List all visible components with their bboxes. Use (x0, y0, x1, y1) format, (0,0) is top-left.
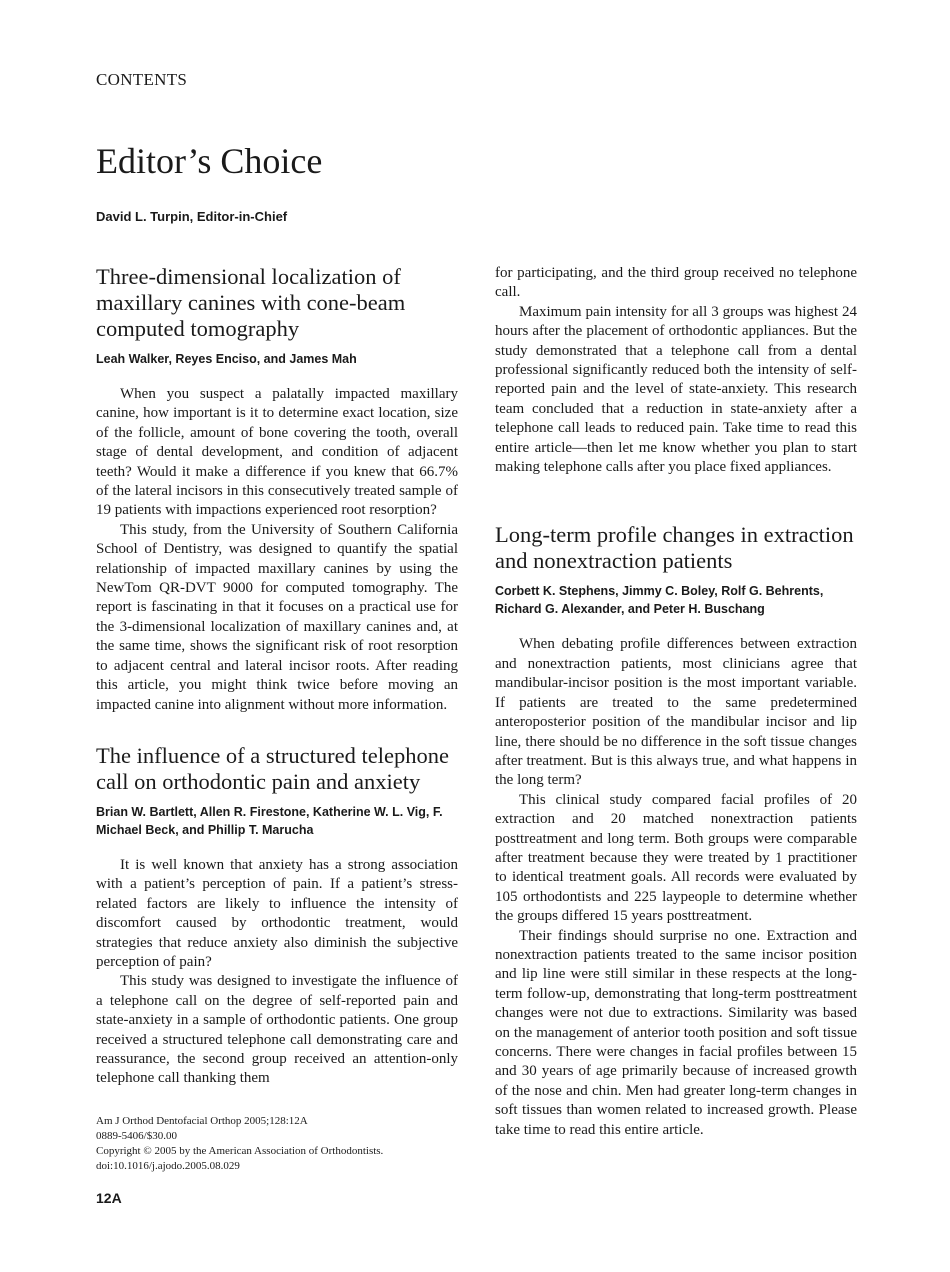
paragraph: It is well known that anxiety has a strong association with a patient’s perception of pain. If a patient’s stress-related factors are likely to influence the intensity of discomfort caused by orthodontic treatment, would strategies that reduce anxiety also diminish the subjective perception of pain? (96, 856, 458, 970)
section-label: CONTENTS (96, 70, 188, 89)
page-number: 12A (96, 1190, 122, 1206)
paragraph: When debating profile differences between extraction and nonextraction patients, most clinicians agree that mandibular-incisor position is the most important variable. If patients are treated to the same predetermined anteroposterior position of the mandibular incisor and lip line, there should be no difference in the soft tissue changes after treatment. But is this always true, and what happens in the long term? (495, 636, 857, 789)
editor-name: David L. Turpin, Editor-in-Chief (96, 209, 288, 224)
paragraph: This clinical study compared facial profiles of 20 extraction and 20 matched nonextraction patients posttreatment and long term. Both groups were comparable after treatment because they were treated by 1 practitioner to identical treatment goals. All records were evaluated by 105 orthodontists and 225 laypeople to determine whether the groups differed 15 years posttreatment. (495, 791, 857, 925)
article-title: Long-term profile changes in extraction and nonextraction patients (495, 522, 854, 574)
article-profile (495, 522, 857, 1140)
paragraph: This study, from the University of Southern California School of Dentistry, was designed to quantify the spatial relationship of impacted maxillary canines by using the NewTom QR-DVT 9000 for computed tomography. The report is fascinating in that it focuses on a practical use for the 3-dimensional localization of maxillary canines and, at the same time, shows the significant risk of root resorption to adjacent central and lateral incisor roots. After reading this article, you might think twice before moving an impacted canine into alignment without more information. (96, 521, 458, 713)
citation: Am J Orthod Dentofacial Orthop 2005;128:12A (96, 1115, 308, 1127)
article-title: Three-dimensional localization of maxillary canines with cone-beam computed tomography (96, 264, 406, 341)
paragraph: Maximum pain intensity for all 3 groups was highest 24 hours after the placement of orthodontic appliances. But the study demonstrated that a telephone call from a dental professional significantly reduced both the intensity of self-reported pain and the level of state-anxiety. This research team concluded that a reduction in state-anxiety after a telephone call leads to reduced pain. Take time to read this entire article—then let me know whether you plan to start making telephone calls after you place fixed appliances. (495, 303, 857, 476)
paragraph: When you suspect a palatally impacted maxillary canine, how important is it to determine exact location, size of the follicle, amount of bone covering the tooth, overall stage of dental development, and condition of adjacent teeth? Would it make a difference if you knew that 66.7% of the lateral incisors in this consecutively treated sample of 19 patients with impactions experienced root resorption? (96, 386, 458, 519)
page-title: Editor’s Choice (96, 141, 323, 181)
paragraph: This study was designed to investigate the influence of a telephone call on the degree of self-reported pain and state-anxiety in a sample of orthodontic patients. One group received a structured telephone call demonstrating care and reassurance, the second group received an attention-only telephone call thanking them (96, 973, 458, 1087)
article-authors: Corbett K. Stephens, Jimmy C. Boley, Rolf G. Behrents, Richard G. Alexander, and Peter H. Buschang (495, 584, 824, 617)
issn: 0889-5406/$30.00 (96, 1130, 177, 1142)
paragraph-continued: for participating, and the third group received no telephone call. (495, 265, 857, 301)
article-telephone (96, 743, 458, 1089)
paragraph: Their findings should surprise no one. Extraction and nonextraction patients treated to the same incisor position and lip line were still similar in these respects at the long-term follow-up, demonstrating that long-term posttreatment changes were not due to extractions. Similarity was based on the management of anterior tooth position and soft tissue concerns. There were changes in facial profiles between 15 and 30 years of age primarily because of increased growth of the nose and chin. Men had greater long-term changes in soft tissues than women related to increased growth. Please take time to read this entire article. (495, 927, 857, 1138)
article-cbct (96, 264, 458, 715)
copyright: Copyright © 2005 by the American Association of Orthodontists. (96, 1145, 384, 1157)
article-authors: Leah Walker, Reyes Enciso, and James Mah (96, 352, 357, 366)
article-title: The influence of a structured telephone call on orthodontic pain and anxiety (96, 742, 449, 794)
footer (96, 1114, 383, 1174)
left-column (96, 264, 458, 1089)
right-column (495, 264, 857, 1140)
article-authors: Brian W. Bartlett, Allen R. Firestone, Katherine W. L. Vig, F. Michael Beck, and Phillip T. Marucha (96, 804, 443, 837)
doi: doi:10.1016/j.ajodo.2005.08.029 (96, 1160, 240, 1172)
